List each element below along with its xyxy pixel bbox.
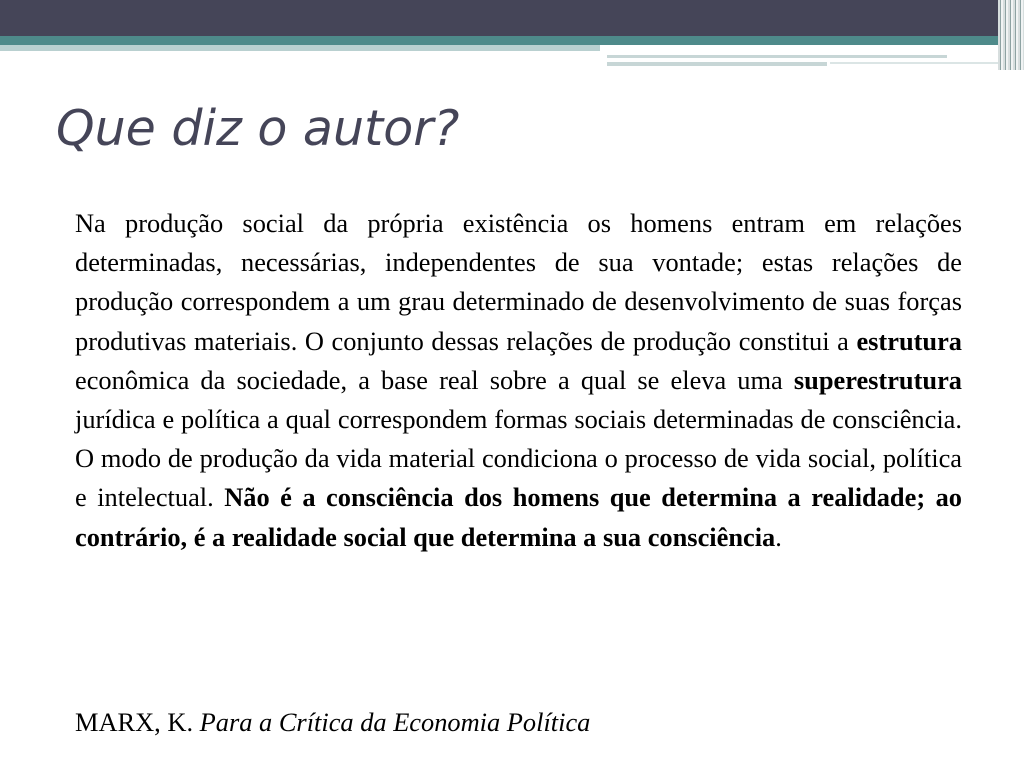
citation-work-title: Para a Crítica da Economia Política (199, 707, 591, 737)
emphasis-conclusion: Não é a consciência dos homens que determina a realidade; ao contrário, é a realidade social que determina a sua consciência (75, 482, 962, 552)
header-band-teal (0, 36, 1024, 45)
header-accent-line (830, 62, 1010, 64)
quote-text: Na produção social da própria existência os homens entram em relações determinadas, necessárias, independentes de sua vontade; estas relações de produção correspondem a um grau determinado de desenvolvimento de suas forças produtivas materiais. O conjunto dessas relações de produção constitui a (75, 208, 962, 356)
emphasis-estrutura: estrutura (856, 325, 962, 356)
citation (75, 703, 590, 742)
header-accent-line (607, 62, 827, 66)
quote-paragraph (75, 204, 962, 557)
quote-text: . (775, 521, 782, 552)
corner-stripes-decoration (998, 0, 1024, 70)
slide-title: Que diz o autor? (56, 100, 460, 157)
header-band-light (0, 45, 600, 51)
quote-text: jurídica e política a qual correspondem formas sociais determinadas de consciência. O modo de produção da vida material condiciona o processo de vida social, política e intelectual. (75, 404, 962, 513)
header-band-dark (0, 0, 1024, 36)
citation-author: MARX, K. (75, 707, 194, 737)
emphasis-superestrutura: superestrutura (793, 364, 962, 395)
quote-text: econômica da sociedade, a base real sobre a qual se eleva uma (75, 364, 794, 395)
header-accent-line (607, 55, 947, 58)
